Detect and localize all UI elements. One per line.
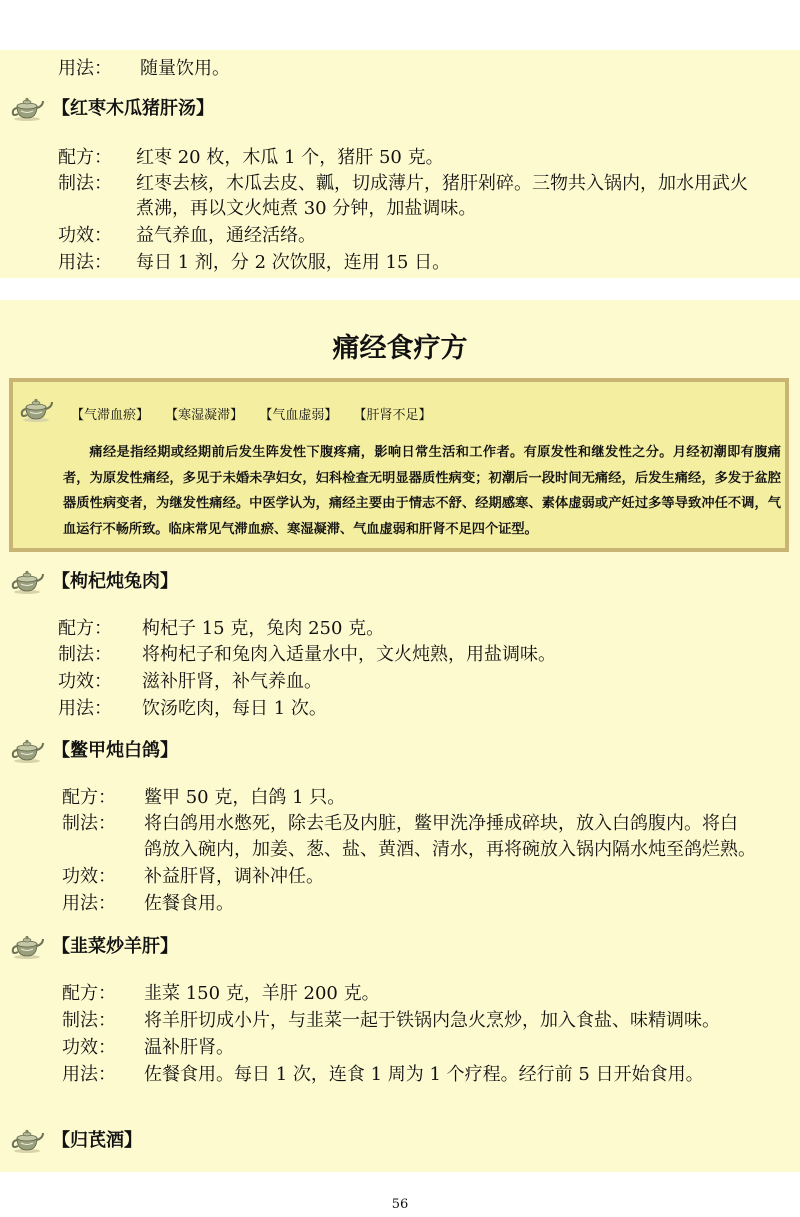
page-number: 56 bbox=[391, 1197, 409, 1212]
row-text: 每日 1 剂，分 2 次饮服，连用 15 日。 bbox=[136, 252, 451, 273]
row-label: 功效： bbox=[58, 671, 112, 692]
row-label: 用法： bbox=[62, 1064, 116, 1085]
recipe-title-gouqi: 【枸杞炖兔肉】 bbox=[52, 571, 178, 592]
recipe-title-jiucai: 【韭菜炒羊肝】 bbox=[52, 936, 178, 957]
tag-qixue: 【气血虚弱】 bbox=[259, 408, 338, 423]
row-text: 将羊肝切成小片，与韭菜一起于铁锅内急火烹炒，加入食盐、味精调味。 bbox=[144, 1010, 720, 1031]
row-label: 用法： bbox=[58, 252, 112, 273]
row-label: 制法： bbox=[58, 173, 112, 194]
intro-description: 痛经是指经期或经期前后发生阵发性下腹疼痛，影响日常生活和工作者。有原发性和继发性之分。月经初潮即有腹痛者，为原发性痛经，多见于未婚未孕妇女，妇科检查无明显器质性病变；初潮后一段时间无痛经，后发生痛经，多发于盆腔器质性病变者，为继发性痛经。中医学认为，痛经主要由于情志不舒、经期感寒、素体虚弱或产妊过多等导致冲任不调，气血运行不畅所致。临床常见气滞血瘀、寒湿凝滞、气血虚弱和肝肾不足四个证型。 bbox=[63, 445, 781, 537]
row-text: 温补肝肾。 bbox=[144, 1037, 234, 1058]
row-label: 配方： bbox=[58, 618, 112, 639]
teapot-icon bbox=[19, 396, 53, 422]
row-text: 韭菜 150 克，羊肝 200 克。 bbox=[144, 983, 380, 1004]
row-text: 益气养血，通经活络。 bbox=[136, 225, 316, 246]
teapot-icon bbox=[10, 1127, 44, 1153]
row-text: 鸽放入碗内，加姜、葱、盐、黄酒、清水，再将碗放入锅内隔水炖至鸽烂熟。 bbox=[144, 839, 756, 860]
row-label: 制法： bbox=[58, 644, 112, 665]
recipe-title-guiqi: 【归芪酒】 bbox=[52, 1130, 142, 1151]
row-text: 补益肝肾，调补冲任。 bbox=[144, 866, 324, 887]
recipe-title-biejia: 【鳖甲炖白鸽】 bbox=[52, 740, 178, 761]
row-label: 功效： bbox=[58, 225, 112, 246]
row-label: 功效： bbox=[62, 1037, 116, 1058]
usage-label: 用法： bbox=[58, 58, 112, 79]
row-text: 佐餐食用。每日 1 次，连食 1 周为 1 个疗程。经行前 5 日开始食用。 bbox=[144, 1064, 704, 1085]
row-label: 配方： bbox=[58, 147, 112, 168]
teapot-icon bbox=[10, 95, 44, 121]
row-text: 红枣 20 枚，木瓜 1 个，猪肝 50 克。 bbox=[136, 147, 444, 168]
row-text: 将白鸽用水憋死，除去毛及内脏，鳖甲洗净捶成碎块，放入白鸽腹内。将白 bbox=[144, 813, 738, 834]
section-title: 痛经食疗方 bbox=[332, 333, 468, 364]
teapot-icon bbox=[10, 737, 44, 763]
tag-hanshi: 【寒湿凝滞】 bbox=[165, 408, 244, 423]
row-text: 鳖甲 50 克，白鸽 1 只。 bbox=[144, 787, 346, 808]
usage-text: 随量饮用。 bbox=[140, 58, 230, 79]
syndrome-tags bbox=[71, 404, 443, 423]
intro-box bbox=[9, 378, 789, 552]
row-label: 制法： bbox=[62, 813, 116, 834]
row-text: 红枣去核，木瓜去皮、瓤，切成薄片，猪肝剁碎。三物共入锅内，加水用武火 bbox=[136, 173, 748, 194]
row-text: 滋补肝肾，补气养血。 bbox=[142, 671, 322, 692]
row-label: 功效： bbox=[62, 866, 116, 887]
row-label: 用法： bbox=[58, 698, 112, 719]
row-text: 枸杞子 15 克，兔肉 250 克。 bbox=[142, 618, 385, 639]
teapot-icon bbox=[10, 568, 44, 594]
teapot-icon bbox=[10, 933, 44, 959]
tag-qizhi: 【气滞血瘀】 bbox=[71, 408, 150, 423]
row-label: 配方： bbox=[62, 787, 116, 808]
recipe-title-hongzao: 【红枣木瓜猪肝汤】 bbox=[52, 98, 214, 119]
row-text: 将枸杞子和兔肉入适量水中，文火炖熟，用盐调味。 bbox=[142, 644, 556, 665]
row-text: 煮沸，再以文火炖煮 30 分钟，加盐调味。 bbox=[136, 198, 477, 219]
row-text: 佐餐食用。 bbox=[144, 893, 234, 914]
row-text: 饮汤吃肉，每日 1 次。 bbox=[142, 698, 327, 719]
row-label: 配方： bbox=[62, 983, 116, 1004]
tag-ganshen: 【肝肾不足】 bbox=[353, 408, 432, 423]
row-label: 制法： bbox=[62, 1010, 116, 1031]
row-label: 用法： bbox=[62, 893, 116, 914]
